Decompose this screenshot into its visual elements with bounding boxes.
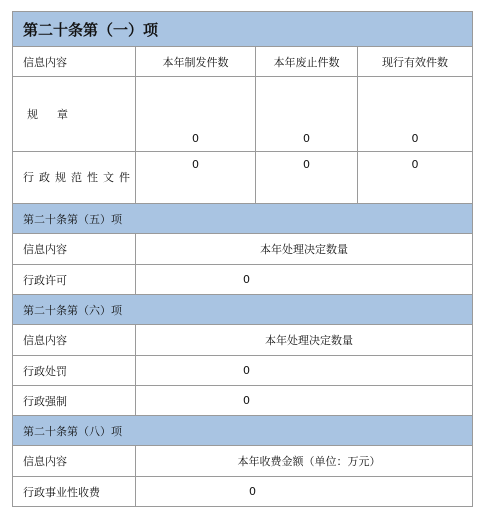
row-label-permit: 行政许可 bbox=[13, 265, 136, 295]
disclosure-table bbox=[12, 11, 473, 507]
row-label-normative-docs: 行政规范性文件 bbox=[13, 152, 136, 204]
cell-permit-value: 0 bbox=[136, 265, 473, 295]
section-title-6: 第二十条第（六）项 bbox=[13, 295, 473, 325]
cell-regulations-issued: 0 bbox=[136, 77, 256, 152]
header-repealed-count: 本年废止件数 bbox=[256, 47, 358, 77]
row-label-enforcement: 行政强制 bbox=[13, 386, 136, 416]
row-label-penalty: 行政处罚 bbox=[13, 356, 136, 386]
header-info-content: 信息内容 bbox=[13, 47, 136, 77]
row-label-regulations: 规 章 bbox=[13, 77, 136, 152]
cell-normative-valid: 0 bbox=[358, 152, 473, 204]
section-title-5: 第二十条第（五）项 bbox=[13, 204, 473, 234]
section-title-1: 第二十条第（一）项 bbox=[13, 12, 473, 47]
cell-normative-repealed: 0 bbox=[256, 152, 358, 204]
header-fee-amount: 本年收费金额（单位：万元） bbox=[136, 446, 473, 477]
cell-regulations-valid: 0 bbox=[358, 77, 473, 152]
header-valid-count: 现行有效件数 bbox=[358, 47, 473, 77]
header-issued-count: 本年制发件数 bbox=[136, 47, 256, 77]
header-info-content: 信息内容 bbox=[13, 325, 136, 356]
row-label-admin-fees: 行政事业性收费 bbox=[13, 477, 136, 507]
cell-enforcement-value: 0 bbox=[136, 386, 473, 416]
cell-normative-issued: 0 bbox=[136, 152, 256, 204]
cell-penalty-value: 0 bbox=[136, 356, 473, 386]
section-title-8: 第二十条第（八）项 bbox=[13, 416, 473, 446]
header-decision-count: 本年处理决定数量 bbox=[136, 325, 473, 356]
header-decision-count: 本年处理决定数量 bbox=[136, 234, 473, 265]
cell-regulations-repealed: 0 bbox=[256, 77, 358, 152]
cell-admin-fees-value: 0 bbox=[136, 477, 473, 507]
header-info-content: 信息内容 bbox=[13, 234, 136, 265]
header-info-content: 信息内容 bbox=[13, 446, 136, 477]
